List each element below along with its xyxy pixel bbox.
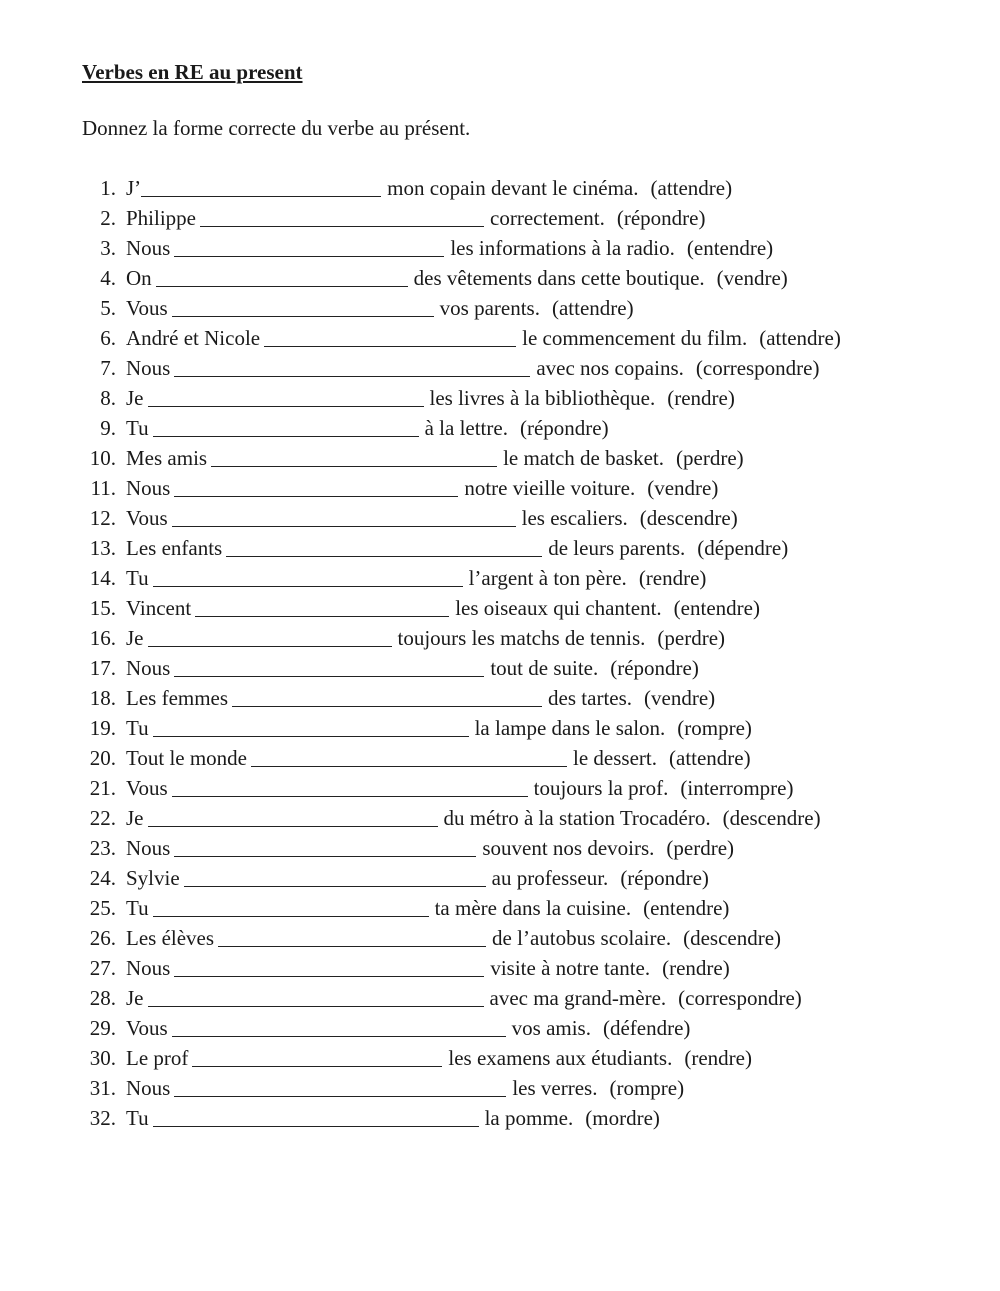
item-number: 19. xyxy=(89,716,116,740)
item-sentence-rest: le dessert. xyxy=(573,746,657,770)
item-verb-hint: (perdre) xyxy=(657,626,726,650)
item-subject: Je xyxy=(126,626,144,650)
item-verb-hint: (correspondre) xyxy=(678,986,802,1010)
answer-blank[interactable] xyxy=(156,266,408,287)
item-sentence-rest: à la lettre. xyxy=(424,416,508,440)
item-subject: André et Nicole xyxy=(126,326,261,350)
item-verb-hint: (défendre) xyxy=(602,1016,691,1040)
answer-blank[interactable] xyxy=(148,986,484,1007)
item-subject: Vous xyxy=(126,1016,168,1040)
item-number: 14. xyxy=(89,566,116,590)
item-number: 25. xyxy=(89,896,116,920)
item-subject: Le prof xyxy=(126,1046,189,1070)
item-sentence-rest: les escaliers. xyxy=(521,506,628,530)
item-verb-hint: (descendre) xyxy=(683,926,782,950)
exercise-item xyxy=(82,443,982,473)
item-subject: Tu xyxy=(126,416,149,440)
item-subject: Vous xyxy=(126,776,168,800)
exercise-item xyxy=(82,563,982,593)
item-verb-hint: (rendre) xyxy=(667,386,735,410)
item-subject: Vous xyxy=(126,506,168,530)
answer-blank[interactable] xyxy=(148,626,392,647)
exercise-item xyxy=(82,473,982,503)
exercise-item xyxy=(82,353,982,383)
answer-blank[interactable] xyxy=(153,416,419,437)
item-number: 23. xyxy=(89,836,116,860)
item-sentence-rest: de leurs parents. xyxy=(548,536,686,560)
answer-blank[interactable] xyxy=(172,776,528,797)
exercise-item xyxy=(82,593,982,623)
item-sentence-rest: mon copain devant le cinéma. xyxy=(387,176,639,200)
item-verb-hint: (dépendre) xyxy=(697,536,789,560)
item-verb-hint: (descendre) xyxy=(639,506,738,530)
item-sentence-rest: le commencement du film. xyxy=(522,326,748,350)
item-verb-hint: (interrompre) xyxy=(680,776,794,800)
exercise-item xyxy=(82,683,982,713)
exercise-item xyxy=(82,293,982,323)
item-verb-hint: (vendre) xyxy=(644,686,716,710)
item-verb-hint: (entendre) xyxy=(643,896,730,920)
answer-blank[interactable] xyxy=(174,956,484,977)
item-subject: Tu xyxy=(126,716,149,740)
answer-blank[interactable] xyxy=(153,896,429,917)
item-number: 1. xyxy=(100,176,116,200)
exercise-item xyxy=(82,983,982,1013)
item-number: 27. xyxy=(89,956,116,980)
item-subject: Vous xyxy=(126,296,168,320)
item-verb-hint: (vendre) xyxy=(716,266,788,290)
item-subject: Les élèves xyxy=(126,926,215,950)
item-verb-hint: (rompre) xyxy=(677,716,752,740)
item-subject: Nous xyxy=(126,476,171,500)
item-sentence-rest: le match de basket. xyxy=(503,446,665,470)
item-number: 31. xyxy=(89,1076,116,1100)
item-sentence-rest: les verres. xyxy=(512,1076,598,1100)
answer-blank[interactable] xyxy=(141,176,381,197)
item-number: 17. xyxy=(89,656,116,680)
exercise-item xyxy=(82,203,982,233)
worksheet-title: Verbes en RE au present xyxy=(82,60,303,84)
item-verb-hint: (entendre) xyxy=(673,596,760,620)
item-subject: Nous xyxy=(126,956,171,980)
item-number: 21. xyxy=(89,776,116,800)
item-sentence-rest: de l’autobus scolaire. xyxy=(492,926,672,950)
worksheet-instruction: Donnez la forme correcte du verbe au présent. xyxy=(82,116,471,140)
item-verb-hint: (perdre) xyxy=(676,446,744,470)
answer-blank[interactable] xyxy=(153,566,463,587)
item-sentence-rest: vos parents. xyxy=(439,296,540,320)
exercise-item xyxy=(82,803,982,833)
item-number: 15. xyxy=(89,596,116,620)
item-verb-hint: (répondre) xyxy=(610,656,699,680)
exercise-item xyxy=(82,1103,982,1133)
item-number: 28. xyxy=(89,986,116,1010)
exercise-item xyxy=(82,893,982,923)
exercise-item xyxy=(82,323,982,353)
item-number: 3. xyxy=(100,236,116,260)
item-sentence-rest: les oiseaux qui chantent. xyxy=(455,596,662,620)
exercise-item xyxy=(82,833,982,863)
item-subject: Nous xyxy=(126,356,171,380)
item-subject: On xyxy=(126,266,152,290)
item-subject: Philippe xyxy=(126,206,197,230)
answer-blank[interactable] xyxy=(172,1016,506,1037)
item-subject: Les femmes xyxy=(126,686,229,710)
item-number: 16. xyxy=(89,626,116,650)
exercise-item xyxy=(82,863,982,893)
item-verb-hint: (répondre) xyxy=(620,866,709,890)
item-subject: Nous xyxy=(126,656,171,680)
exercise-item xyxy=(82,233,982,263)
answer-blank[interactable] xyxy=(192,1046,442,1067)
item-subject: Vincent xyxy=(126,596,192,620)
item-sentence-rest: au professeur. xyxy=(491,866,609,890)
exercise-item xyxy=(82,1013,982,1043)
item-sentence-rest: avec ma grand-mère. xyxy=(489,986,667,1010)
item-verb-hint: (répondre) xyxy=(519,416,609,440)
item-subject: Nous xyxy=(126,836,171,860)
item-sentence-rest: des tartes. xyxy=(548,686,633,710)
item-number: 22. xyxy=(89,806,116,830)
exercise-list xyxy=(82,173,982,1133)
item-subject: Sylvie xyxy=(126,866,180,890)
item-sentence-rest: vos amis. xyxy=(511,1016,591,1040)
exercise-item xyxy=(82,1043,982,1073)
item-number: 4. xyxy=(100,266,116,290)
item-verb-hint: (rendre) xyxy=(662,956,730,980)
exercise-item xyxy=(82,383,982,413)
item-number: 10. xyxy=(89,446,116,470)
answer-blank[interactable] xyxy=(148,386,424,407)
answer-blank[interactable] xyxy=(264,326,516,347)
item-verb-hint: (attendre) xyxy=(650,176,733,200)
item-verb-hint: (répondre) xyxy=(616,206,706,230)
item-verb-hint: (entendre) xyxy=(686,236,774,260)
answer-blank[interactable] xyxy=(195,596,449,617)
item-sentence-rest: les livres à la bibliothèque. xyxy=(429,386,656,410)
answer-blank[interactable] xyxy=(218,926,486,947)
answer-blank[interactable] xyxy=(172,506,516,527)
item-subject: Tu xyxy=(126,566,149,590)
answer-blank[interactable] xyxy=(251,746,567,767)
answer-blank[interactable] xyxy=(174,836,476,857)
item-sentence-rest: les informations à la radio. xyxy=(450,236,675,260)
item-sentence-rest: notre vieille voiture. xyxy=(464,476,636,500)
exercise-item xyxy=(82,953,982,983)
answer-blank[interactable] xyxy=(174,656,484,677)
item-subject: Tout le monde xyxy=(126,746,248,770)
item-sentence-rest: la pomme. xyxy=(484,1106,574,1130)
item-sentence-rest: toujours la prof. xyxy=(533,776,669,800)
answer-blank[interactable] xyxy=(153,1106,479,1127)
exercise-item xyxy=(82,743,982,773)
answer-blank[interactable] xyxy=(153,716,469,737)
item-subject: Mes amis xyxy=(126,446,208,470)
item-number: 5. xyxy=(100,296,116,320)
item-verb-hint: (perdre) xyxy=(666,836,735,860)
item-number: 7. xyxy=(100,356,116,380)
item-number: 13. xyxy=(89,536,116,560)
exercise-item xyxy=(82,413,982,443)
item-verb-hint: (attendre) xyxy=(551,296,634,320)
item-sentence-rest: ta mère dans la cuisine. xyxy=(434,896,632,920)
item-verb-hint: (rendre) xyxy=(638,566,707,590)
item-subject: Nous xyxy=(126,1076,171,1100)
answer-blank[interactable] xyxy=(174,236,444,257)
answer-blank[interactable] xyxy=(211,446,497,467)
item-verb-hint: (mordre) xyxy=(585,1106,660,1130)
item-number: 26. xyxy=(89,926,116,950)
answer-blank[interactable] xyxy=(200,206,484,227)
item-number: 30. xyxy=(89,1046,116,1070)
exercise-item xyxy=(82,533,982,563)
item-number: 29. xyxy=(89,1016,116,1040)
item-sentence-rest: souvent nos devoirs. xyxy=(482,836,655,860)
item-verb-hint: (correspondre) xyxy=(695,356,820,380)
answer-blank[interactable] xyxy=(148,806,438,827)
exercise-item xyxy=(82,263,982,293)
exercise-item xyxy=(82,1073,982,1103)
item-sentence-rest: les examens aux étudiants. xyxy=(448,1046,673,1070)
item-subject: Les enfants xyxy=(126,536,223,560)
item-subject: Tu xyxy=(126,896,149,920)
answer-blank[interactable] xyxy=(174,1076,506,1097)
item-sentence-rest: tout de suite. xyxy=(490,656,599,680)
item-number: 11. xyxy=(90,476,116,500)
item-subject: Je xyxy=(126,986,144,1010)
item-number: 18. xyxy=(89,686,116,710)
item-subject: Nous xyxy=(126,236,171,260)
item-sentence-rest: des vêtements dans cette boutique. xyxy=(413,266,705,290)
item-sentence-rest: du métro à la station Trocadéro. xyxy=(443,806,711,830)
item-verb-hint: (rompre) xyxy=(609,1076,685,1100)
item-sentence-rest: avec nos copains. xyxy=(536,356,684,380)
answer-blank[interactable] xyxy=(172,296,434,317)
item-number: 9. xyxy=(100,416,116,440)
item-number: 12. xyxy=(89,506,116,530)
answer-blank[interactable] xyxy=(174,356,530,377)
item-subject: J’ xyxy=(126,176,142,200)
exercise-item xyxy=(82,923,982,953)
answer-blank[interactable] xyxy=(232,686,542,707)
item-number: 32. xyxy=(89,1106,116,1130)
item-verb-hint: (attendre) xyxy=(669,746,751,770)
item-subject: Tu xyxy=(126,1106,149,1130)
exercise-item xyxy=(82,623,982,653)
item-number: 24. xyxy=(89,866,116,890)
item-verb-hint: (attendre) xyxy=(759,326,841,350)
item-number: 6. xyxy=(100,326,116,350)
item-number: 20. xyxy=(89,746,116,770)
item-verb-hint: (descendre) xyxy=(722,806,821,830)
exercise-item xyxy=(82,653,982,683)
item-sentence-rest: visite à notre tante. xyxy=(490,956,651,980)
answer-blank[interactable] xyxy=(226,536,542,557)
exercise-item xyxy=(82,713,982,743)
item-number: 8. xyxy=(100,386,116,410)
exercise-item xyxy=(82,503,982,533)
item-sentence-rest: correctement. xyxy=(490,206,605,230)
item-sentence-rest: toujours les matchs de tennis. xyxy=(397,626,646,650)
item-subject: Je xyxy=(126,386,144,410)
item-number: 2. xyxy=(100,206,116,230)
exercise-item xyxy=(82,173,982,203)
item-verb-hint: (vendre) xyxy=(647,476,719,500)
item-subject: Je xyxy=(126,806,144,830)
item-sentence-rest: l’argent à ton père. xyxy=(468,566,627,590)
answer-blank[interactable] xyxy=(184,866,486,887)
exercise-item xyxy=(82,773,982,803)
item-verb-hint: (rendre) xyxy=(684,1046,752,1070)
item-sentence-rest: la lampe dans le salon. xyxy=(474,716,666,740)
answer-blank[interactable] xyxy=(174,476,458,497)
